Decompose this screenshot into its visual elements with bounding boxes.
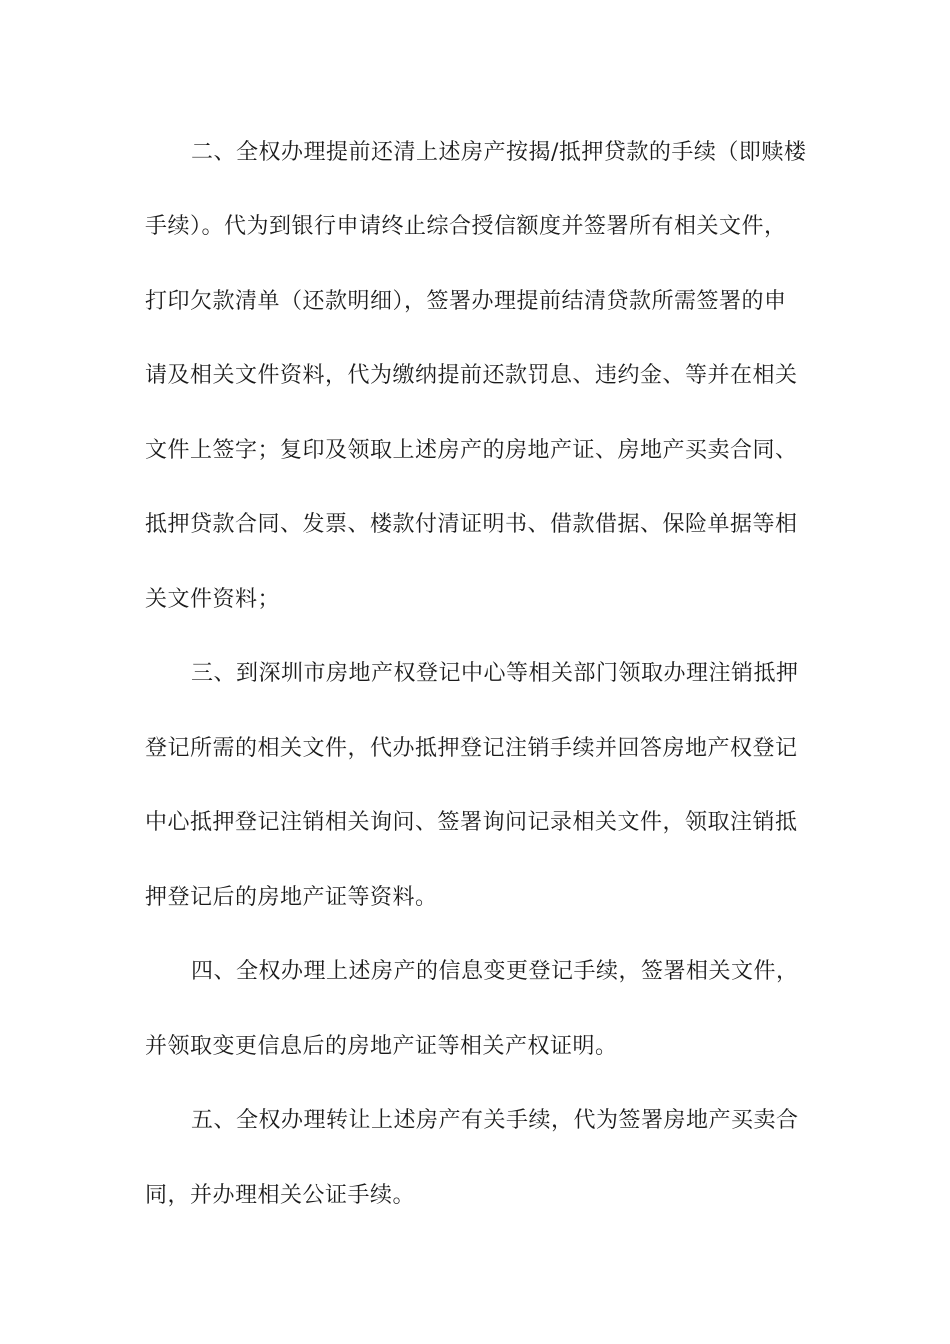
paragraph-2-line-6: 抵押贷款合同、发票、楼款付清证明书、借款借据、保险单据等相 bbox=[145, 512, 798, 537]
paragraph-3-line-1: 三、到深圳市房地产权登记中心等相关部门领取办理注销抵押 bbox=[191, 661, 799, 686]
paragraph-2-line-4: 请及相关文件资料，代为缴纳提前还款罚息、违约金、等并在相关 bbox=[145, 363, 798, 388]
paragraph-4-line-2: 并领取变更信息后的房地产证等相关产权证明。 bbox=[145, 1034, 618, 1059]
paragraph-2-line-3: 打印欠款清单（还款明细），签署办理提前结清贷款所需签署的申 bbox=[145, 289, 787, 314]
paragraph-2-line-2: 手续）。代为到银行申请终止综合授信额度并签署所有相关文件， bbox=[145, 214, 787, 239]
paragraph-2-line-7: 关文件资料； bbox=[145, 587, 281, 612]
paragraph-4-line-1: 四、全权办理上述房产的信息变更登记手续，签署相关文件， bbox=[191, 959, 799, 984]
paragraph-2-line-5: 文件上签字；复印及领取上述房产的房地产证、房地产买卖合同、 bbox=[145, 438, 798, 463]
paragraph-5-line-1: 五、全权办理转让上述房产有关手续，代为签署房地产买卖合 bbox=[191, 1108, 799, 1133]
paragraph-3-line-2: 登记所需的相关文件，代办抵押登记注销手续并回答房地产权登记 bbox=[145, 736, 798, 761]
paragraph-3-line-3: 中心抵押登记注销相关询问、签署询问记录相关文件，领取注销抵 bbox=[145, 810, 798, 835]
paragraph-3-line-4: 押登记后的房地产证等资料。 bbox=[145, 885, 438, 910]
paragraph-5-line-2: 同，并办理相关公证手续。 bbox=[145, 1183, 416, 1208]
paragraph-2-line-1: 二、全权办理提前还清上述房产按揭/抵押贷款的手续（即赎楼 bbox=[191, 140, 807, 165]
